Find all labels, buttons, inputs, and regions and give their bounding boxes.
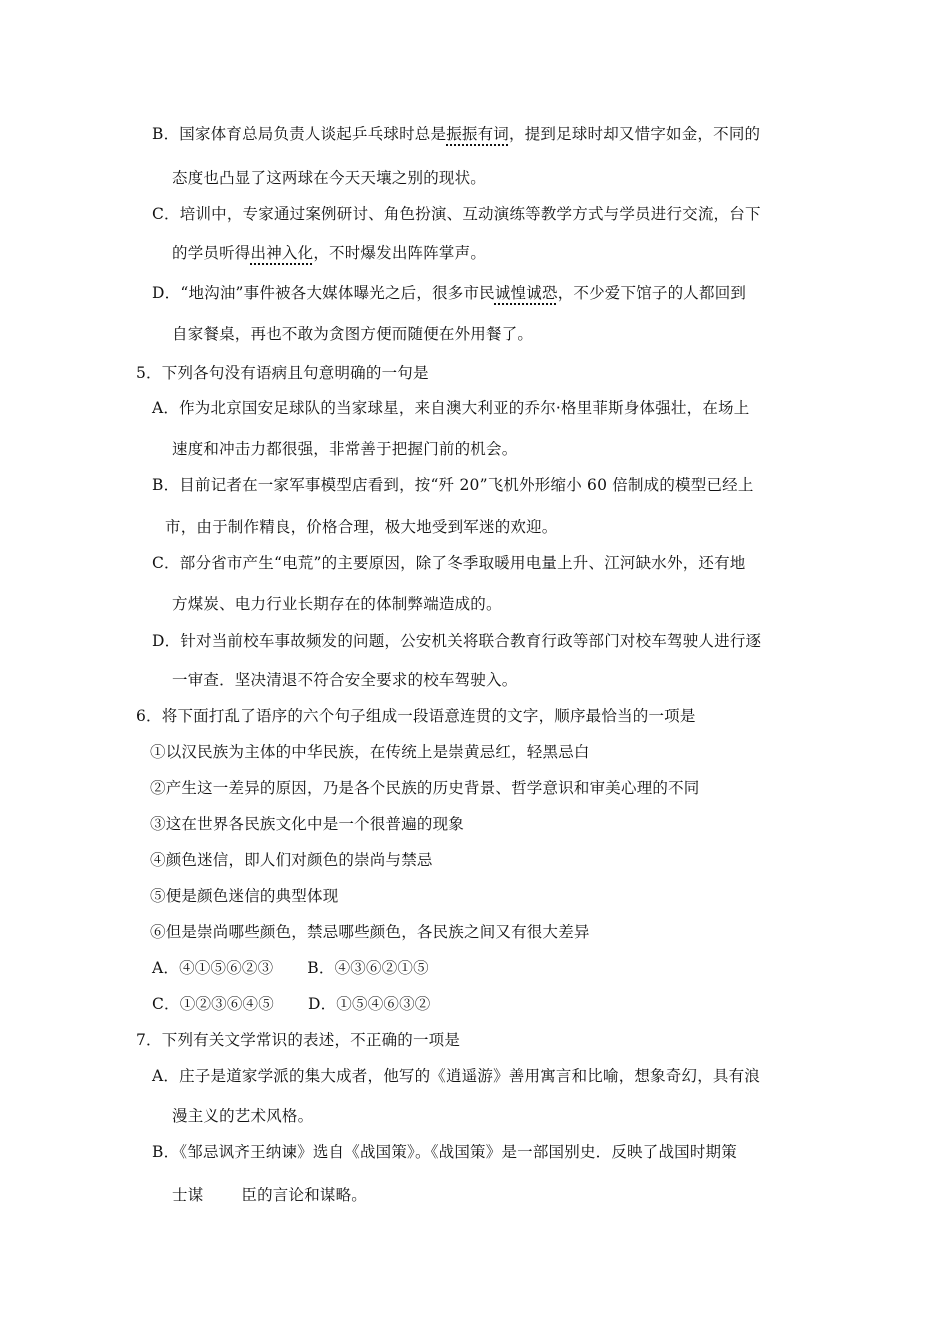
q6-option-d: D．①⑤④⑥③② [307,995,431,1013]
q6-options-row1 [152,958,429,978]
q5-option-c-line1: C．部分省市产生“电荒”的主要原因，除了冬季取暖用电量上升、江河缺水外，还有地 [152,554,746,572]
q4-option-d-line2: 自家餐桌，再也不敢为贪图方便而随便在外用餐了。 [172,325,534,343]
q4-option-b-text: B．国家体育总局负责人谈起乒乓球时总是 [152,125,447,143]
q7-option-a-line2: 漫主义的艺术风格。 [172,1107,314,1125]
q6-sentence-5: ⑤便是颜色迷信的典型体现 [150,887,339,905]
q6-sentence-2: ②产生这一差异的原因，乃是各个民族的历史背景、哲学意识和审美心理的不同 [150,779,700,797]
q4-option-c-text-cont: ，不时爆发出阵阵掌声。 [313,244,487,262]
q5-option-d-line1: D．针对当前校车事故频发的问题，公安机关将联合教育行政等部门对校车驾驶人进行逐 [152,632,762,650]
q6-options-row2 [152,994,431,1014]
q7-stem: 7．下列有关文学常识的表述，不正确的一项是 [136,1031,461,1049]
q4-option-b-line1 [152,124,760,144]
q6-sentence-3: ③这在世界各民族文化中是一个很普遍的现象 [150,815,465,833]
q6-sentence-6: ⑥但是崇尚哪些颜色，禁忌哪些颜色，各民族之间又有很大差异 [150,923,590,941]
q7-option-b-line1: B．《邹忌讽齐王纳谏》选自《战国策》。《战国策》是一部国别史．反映了战国时期策 [152,1143,737,1161]
q5-option-b-line2: 市，由于制作精良，价格合理，极大地受到军迷的欢迎。 [165,518,558,536]
q5-stem: 5．下列各句没有语病且句意明确的一句是 [136,364,429,382]
q6-option-b: B．④③⑥②①⑤ [307,959,429,977]
q6-stem: 6．将下面打乱了语序的六个句子组成一段语意连贯的文字，顺序最恰当的一项是 [136,707,696,725]
q4-option-d-line1 [152,283,746,303]
q4-option-c-line1: C．培训中，专家通过案例研讨、角色扮演、互动演练等教学方式与学员进行交流，台下 [152,205,761,223]
q4-option-b-line2: 态度也凸显了这两球在今天天壤之别的现状。 [172,169,487,187]
q6-sentence-1: ①以汉民族为主体的中华民族，在传统上是崇黄忌红，轻黑忌白 [150,743,590,761]
q7-option-b-text-cont: 臣的言论和谋略。 [241,1186,368,1204]
emphasized-term: 振振有词 [446,125,510,143]
q4-option-c-text: 的学员听得 [172,244,251,262]
q5-option-a-line2: 速度和冲击力都很强，非常善于把握门前的机会。 [172,440,518,458]
q5-option-b-line1: B．目前记者在一家军事模型店看到，按“歼 20”飞机外形缩小 60 倍制成的模型已经上 [152,476,754,494]
q7-option-a-line1: A．庄子是道家学派的集大成者，他写的《逍遥游》善用寓言和比喻，想象奇幻，具有浪 [152,1067,760,1085]
q4-option-d-text-cont: ，不少爱下馆子的人都回到 [557,284,747,302]
q5-option-c-line2: 方煤炭、电力行业长期存在的体制弊端造成的。 [172,595,502,613]
q5-option-a-line1: A．作为北京国安足球队的当家球星，来自澳大利亚的乔尔·格里菲斯身体强壮，在场上 [152,399,750,417]
q4-option-c-line2 [172,243,486,263]
emphasized-term: 出神入化 [250,244,314,262]
q6-option-c: C．①②③⑥④⑤ [152,995,274,1013]
q5-option-d-line2: 一审查．坚决清退不符合安全要求的校车驾驶入。 [172,671,518,689]
q4-option-b-text-cont: ，提到足球时却又惜字如金，不同的 [509,125,761,143]
q4-option-d-text: D．“地沟油”事件被各大媒体曝光之后，很多市民 [152,284,495,302]
emphasized-term: 诚惶诚恐 [494,284,558,302]
q6-option-a: A．④①⑤⑥②③ [152,959,274,977]
q7-option-b-text: 士谋 [172,1186,204,1204]
q7-option-b-line2 [172,1185,367,1205]
q6-sentence-4: ④颜色迷信，即人们对颜色的崇尚与禁忌 [150,851,433,869]
